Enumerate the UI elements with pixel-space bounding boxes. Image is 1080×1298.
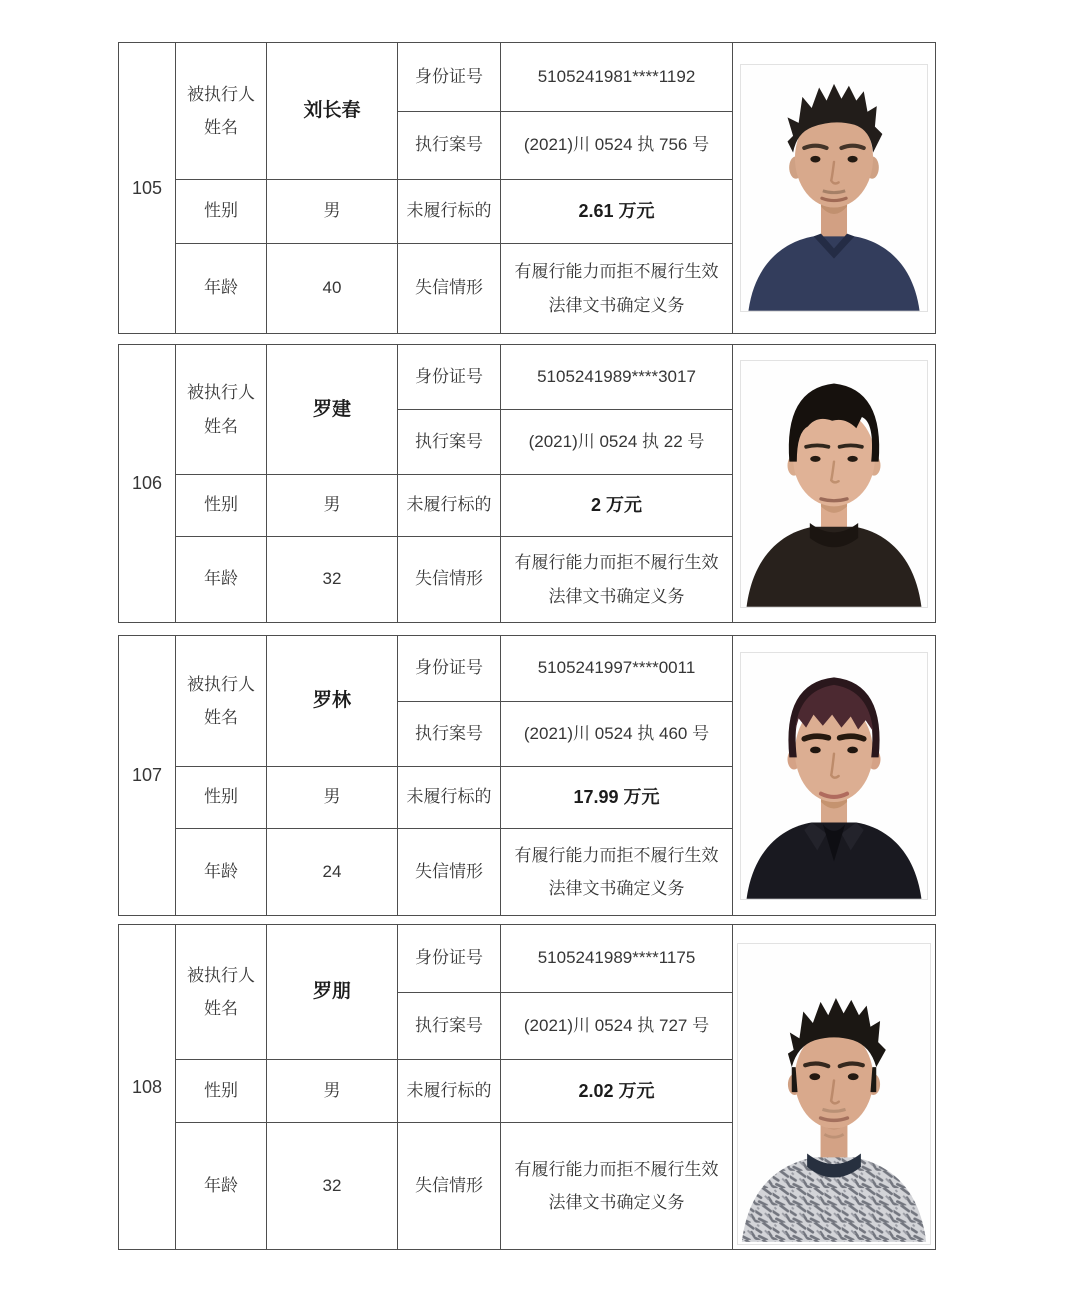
name-label-text: 被执行人 姓名 bbox=[187, 674, 255, 727]
age-label: 年龄 bbox=[176, 537, 267, 622]
portrait-illustration-108 bbox=[738, 944, 930, 1244]
name-value: 罗林 bbox=[267, 636, 398, 767]
amount-label: 未履行标的 bbox=[398, 1060, 501, 1123]
case-label: 执行案号 bbox=[398, 112, 501, 180]
record-block bbox=[118, 344, 936, 623]
name-value: 刘长春 bbox=[267, 43, 398, 180]
gender-label: 性别 bbox=[176, 180, 267, 244]
age-label: 年龄 bbox=[176, 1123, 267, 1249]
amount-label: 未履行标的 bbox=[398, 180, 501, 244]
id-value: 5105241997****0011 bbox=[501, 636, 733, 702]
amount-value: 2 万元 bbox=[501, 475, 733, 537]
amount-label: 未履行标的 bbox=[398, 767, 501, 829]
id-label: 身份证号 bbox=[398, 925, 501, 993]
age-label: 年龄 bbox=[176, 244, 267, 333]
amount-value: 2.02 万元 bbox=[501, 1060, 733, 1123]
portrait-photo bbox=[737, 943, 931, 1245]
name-label bbox=[176, 636, 267, 767]
name-label-text: 被执行人 姓名 bbox=[187, 383, 255, 436]
gender-label: 性别 bbox=[176, 767, 267, 829]
gender-value: 男 bbox=[267, 475, 398, 537]
record-block bbox=[118, 924, 936, 1250]
age-value: 24 bbox=[267, 829, 398, 915]
photo-cell bbox=[733, 636, 935, 915]
gender-value: 男 bbox=[267, 1060, 398, 1123]
photo-cell bbox=[733, 43, 935, 333]
case-value: (2021)川 0524 执 22 号 bbox=[501, 410, 733, 475]
portrait-illustration-105 bbox=[741, 65, 927, 311]
case-value: (2021)川 0524 执 756 号 bbox=[501, 112, 733, 180]
gender-value: 男 bbox=[267, 767, 398, 829]
defaulter-table bbox=[118, 42, 936, 1250]
id-value: 5105241989****1175 bbox=[501, 925, 733, 993]
amount-label: 未履行标的 bbox=[398, 475, 501, 537]
id-value: 5105241981****1192 bbox=[501, 43, 733, 112]
gender-label: 性别 bbox=[176, 475, 267, 537]
case-label: 执行案号 bbox=[398, 410, 501, 475]
id-label: 身份证号 bbox=[398, 43, 501, 112]
row-index: 106 bbox=[119, 345, 176, 622]
portrait-photo bbox=[740, 360, 928, 608]
photo-cell bbox=[733, 925, 935, 1249]
record-block bbox=[118, 42, 936, 334]
status-value: 有履行能力而拒不履行生效法律文书确定义务 bbox=[501, 829, 733, 915]
name-label bbox=[176, 345, 267, 475]
portrait-photo bbox=[740, 652, 928, 900]
id-value: 5105241989****3017 bbox=[501, 345, 733, 410]
amount-value: 2.61 万元 bbox=[501, 180, 733, 244]
row-index: 105 bbox=[119, 43, 176, 333]
age-value: 32 bbox=[267, 537, 398, 622]
portrait-illustration-107 bbox=[741, 653, 927, 899]
status-value: 有履行能力而拒不履行生效法律文书确定义务 bbox=[501, 1123, 733, 1249]
amount-value: 17.99 万元 bbox=[501, 767, 733, 829]
gender-value: 男 bbox=[267, 180, 398, 244]
name-label bbox=[176, 925, 267, 1060]
age-value: 32 bbox=[267, 1123, 398, 1249]
status-value: 有履行能力而拒不履行生效法律文书确定义务 bbox=[501, 537, 733, 622]
portrait-photo bbox=[740, 64, 928, 312]
name-label bbox=[176, 43, 267, 180]
age-value: 40 bbox=[267, 244, 398, 333]
status-value: 有履行能力而拒不履行生效法律文书确定义务 bbox=[501, 244, 733, 333]
id-label: 身份证号 bbox=[398, 636, 501, 702]
name-label-text: 被执行人 姓名 bbox=[187, 965, 255, 1018]
case-value: (2021)川 0524 执 727 号 bbox=[501, 993, 733, 1060]
name-value: 罗建 bbox=[267, 345, 398, 475]
case-label: 执行案号 bbox=[398, 993, 501, 1060]
name-label-text: 被执行人 姓名 bbox=[187, 84, 255, 137]
status-label: 失信情形 bbox=[398, 244, 501, 333]
id-label: 身份证号 bbox=[398, 345, 501, 410]
status-label: 失信情形 bbox=[398, 829, 501, 915]
case-value: (2021)川 0524 执 460 号 bbox=[501, 702, 733, 767]
name-value: 罗朋 bbox=[267, 925, 398, 1060]
portrait-illustration-106 bbox=[741, 361, 927, 607]
row-index: 107 bbox=[119, 636, 176, 915]
status-label: 失信情形 bbox=[398, 537, 501, 622]
record-block bbox=[118, 635, 936, 916]
age-label: 年龄 bbox=[176, 829, 267, 915]
gender-label: 性别 bbox=[176, 1060, 267, 1123]
photo-cell bbox=[733, 345, 935, 622]
case-label: 执行案号 bbox=[398, 702, 501, 767]
row-index: 108 bbox=[119, 925, 176, 1249]
status-label: 失信情形 bbox=[398, 1123, 501, 1249]
